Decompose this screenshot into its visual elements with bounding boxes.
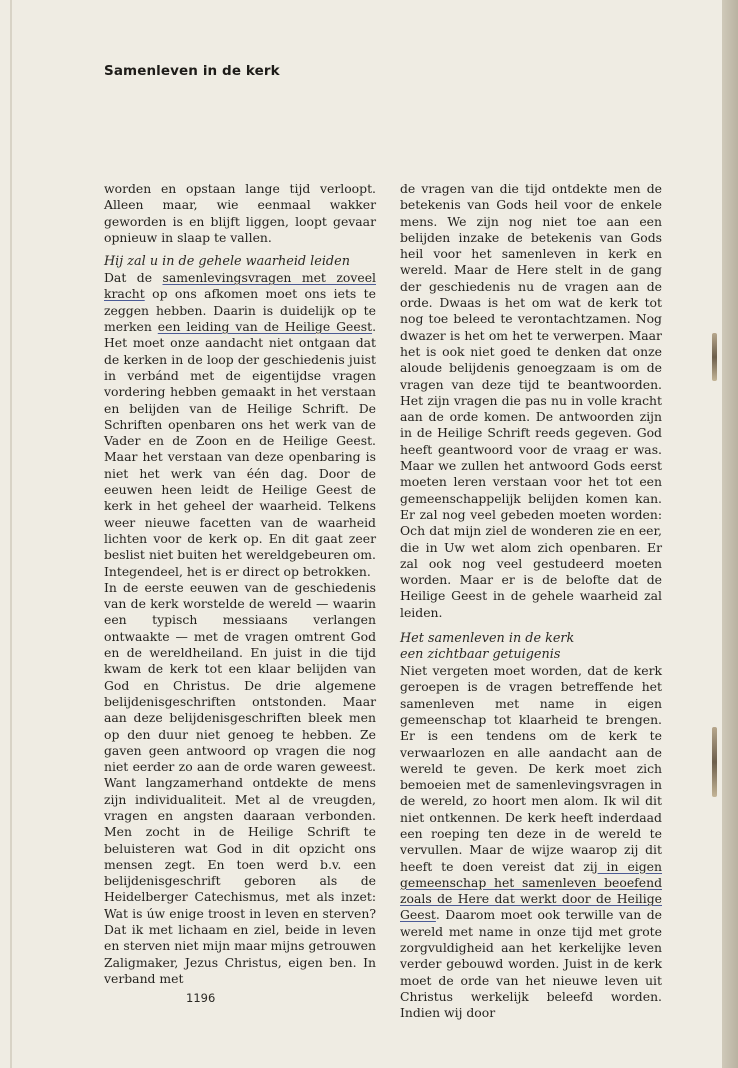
pen-underline: in eigen gemeenschap het samenleven beoefend zoals de Here dat werkt door de Heilige Geest — [400, 858, 662, 923]
section-heading: Het samenleven in de kerk een zichtbaar getuigenis — [400, 631, 575, 663]
paragraph: Dat de samenlevingsvragen met zoveel kracht op ons afkomen moet ons iets te zeggen hebben. Daarin is duidelijk op te merken een leiding van de Heilige Geest. Het moet onze aandacht niet ontgaan dat de kerken in de loop der geschiedenis juist in verbánd met de eigentijdse vragen vordering hebben gemaakt in het verstaan en belijden van de Heilige Schrift. De Schriften openbaren ons het werk van de Vader en de Zoon en de Heilige Geest. Maar het verstaan van deze openbaring is niet het werk van één dag. Door de eeuwen heen leidt de Heilige Geest de kerk in het geheel der waarheid. Telkens weer nieuwe facetten van de waarheid lichten voor de kerk op. En dit gaat zeer beslist niet buiten het wereldgebeuren om. Integendeel, het is er direct op betrokken. — [104, 270, 377, 579]
pen-underline: een leiding van de Heilige Geest — [157, 319, 373, 335]
page-fold-edge — [10, 0, 12, 1068]
binding-clip — [712, 727, 717, 797]
book-spine — [722, 0, 738, 1068]
pen-underline: samenlevingsvragen met zoveel kracht — [104, 270, 376, 302]
paragraph: In de eerste eeuwen van de geschiedenis van de kerk worstelde de wereld — waarin een typisch messiaans verlangen ontwaakte — met de vragen omtrent God en de wereldheiland. En juist in die tijd kwam de kerk tot een klaar belijden van God en Christus. De drie algemene belijdenisgeschriften ontstonden. Maar aan deze belijdenisgeschriften bleek men op den duur niet genoeg te hebben. Ze gaven geen antwoord op vragen die nog niet eerder zo aan de orde waren geweest. Want langzamerhand ontdekte de mens zijn individualiteit. Met al de vreugden, vragen en angsten daaraan verbonden. Men zocht in de Heilige Schrift te beluisteren wat God in dit opzicht ons mensen zegt. En toen werd b.v. een belijdenisgeschrift geboren als de Heidelberger Catechismus, met als inzet: Wat is úw enige troost in leven en sterven? Dat ik met lichaam en ziel, beide in leven en sterven niet mijn maar mijns getrouwen Zaligmaker, Jezus Christus, eigen ben. In verband met — [104, 579, 376, 986]
page-number: 1196 — [186, 991, 216, 1005]
right-column — [400, 181, 662, 1022]
paragraph: Niet vergeten moet worden, dat de kerk geroepen is de vragen betreffende het samenleven met name in eigen gemeenschap tot klaarheid te brengen. Er is een tendens om de kerk te verwaarlozen en alle aandacht aan de wereld te geven. De kerk moet zich bemoeien met de samenlevingsvragen in de wereld, zo hoort men alom. Ik wil dit niet ontkennen. De kerk heeft inderdaad een roeping ten deze in de wereld te vervullen. Maar de wijze waarop zij dit heeft te doen vereist dat zij in eigen gemeenschap het samenleven beoefend zoals de Here dat werkt door de Heilige Geest. Daarom moet ook terwille van de wereld met name in onze tijd met grote zorgvuldigheid aan het kerkelijke leven verder gebouwd worden. Juist in de kerk moet de orde van het nieuwe leven uit Christus werkelijk beleefd worden. Indien wij door — [400, 663, 662, 1021]
running-head: Samenleven in de kerk — [104, 63, 280, 79]
section-heading: Hij zal u in de gehele waarheid leiden — [104, 254, 350, 270]
paragraph: worden en opstaan lange tijd verloopt. Alleen maar, wie eenmaal wakker geworden is en blijft liggen, loopt gevaar opnieuw in slaap te vallen. — [104, 181, 376, 245]
paragraph: de vragen van die tijd ontdekte men de betekenis van Gods heil voor de enkele mens. We zijn nog niet toe aan een belijden inzake de betekenis van Gods heil voor het samenleven in kerk en wereld. Maar de Here stelt in de gang der geschiedenis nu de vragen aan de orde. Dwaas is het om wat de kerk tot nog toe beleed te verontachtzamen. Nog dwazer is het om het te verwerpen. Maar het is ook niet goed te denken dat onze aloude belijdenis genoegzaam is om de vragen van deze tijd te beantwoorden. Het zijn vragen die pas nu in volle kracht aan de orde komen. De antwoorden zijn in de Heilige Schrift reeds gegeven. God heeft geantwoord voor de vraag er was. Maar we zullen het antwoord Gods eerst moeten leren verstaan voor het tot een gemeenschappelijk belijden komen kan. Er zal nog veel gebeden moeten worden: Och dat mijn ziel de wonderen zie en eer, die in Uw wet alom zich openbaren. Er zal ook nog veel gestudeerd moeten worden. Maar er is de belofte dat de Heilige Geest in de gehele waarheid zal leiden. — [400, 181, 662, 620]
left-column — [104, 181, 376, 987]
binding-clip — [712, 333, 717, 381]
